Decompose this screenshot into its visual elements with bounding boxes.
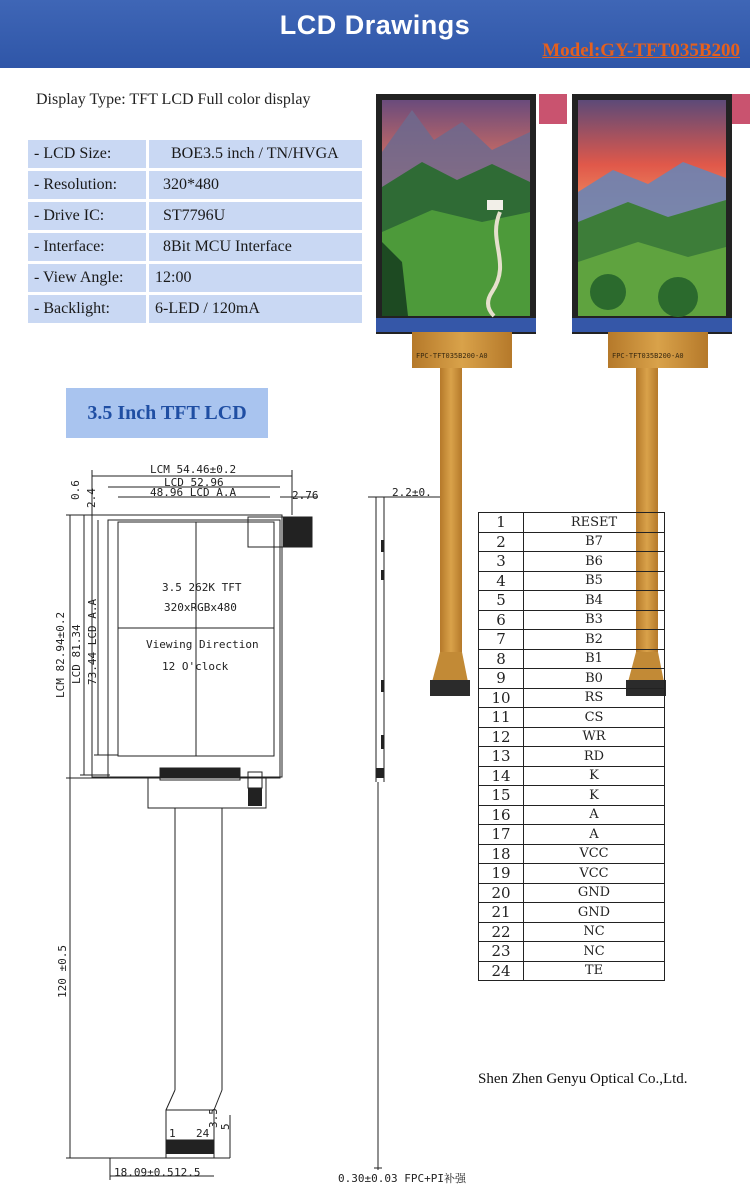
pin-number: 19 — [479, 864, 524, 884]
pin-row — [479, 532, 665, 552]
spec-label: - Interface: — [28, 233, 149, 261]
pin-number: 13 — [479, 747, 524, 767]
pin-signal: NC — [524, 942, 665, 962]
spec-value: BOE3.5 inch / TN/HVGA — [149, 140, 362, 168]
pin-row — [479, 591, 665, 611]
pin-signal: GND — [524, 883, 665, 903]
pin-row — [479, 747, 665, 767]
pin-number: 5 — [479, 591, 524, 611]
pin-signal: B5 — [524, 571, 665, 591]
pin-number: 18 — [479, 844, 524, 864]
fpc-contacts — [166, 1140, 214, 1154]
pin-row — [479, 688, 665, 708]
tail-dim: 3.5 — [207, 1108, 220, 1128]
pin-signal: A — [524, 825, 665, 845]
pin-number: 22 — [479, 922, 524, 942]
pin-row — [479, 766, 665, 786]
panel-resolution-line: 320xRGBx480 — [164, 601, 237, 614]
spec-row — [28, 140, 362, 168]
viewing-direction-label: Viewing Direction — [146, 638, 259, 651]
pin-table — [478, 512, 665, 981]
pin-signal: CS — [524, 708, 665, 728]
pin-signal: VCC — [524, 864, 665, 884]
fpc-thickness-dim: 0.30±0.03 FPC+PI补强 — [338, 1172, 466, 1185]
pin-row — [479, 630, 665, 650]
aa-width-dim: 48.96 LCD A.A — [150, 486, 237, 499]
pin-row — [479, 903, 665, 923]
protective-tab — [732, 94, 750, 124]
spec-value: ST7796U — [149, 202, 362, 230]
pin-signal: B7 — [524, 532, 665, 552]
pin-row — [479, 805, 665, 825]
product-label: 3.5 Inch TFT LCD — [66, 388, 268, 438]
model-number: Model:GY-TFT035B200 — [542, 40, 740, 61]
pin-signal: B2 — [524, 630, 665, 650]
lcm-width-dim: LCM 54.46±0.2 — [150, 463, 237, 476]
pin-row — [479, 825, 665, 845]
panel-spec-line: 3.5 262K TFT — [162, 581, 242, 594]
right-offset-dim: 2.76 — [292, 489, 319, 502]
pin-signal: RS — [524, 688, 665, 708]
connector-block — [283, 517, 312, 547]
pin-number: 11 — [479, 708, 524, 728]
protective-tab — [539, 94, 567, 124]
pin-signal: B3 — [524, 610, 665, 630]
pin-row — [479, 571, 665, 591]
lcm-height-dim: LCM 82.94±0.2 — [54, 611, 67, 698]
pin-number: 2 — [479, 532, 524, 552]
pin-row — [479, 513, 665, 533]
pin-number: 20 — [479, 883, 524, 903]
spec-value: 8Bit MCU Interface — [149, 233, 362, 261]
lcd-width-dim: LCD 52.96 — [164, 476, 224, 489]
pin-signal: B1 — [524, 649, 665, 669]
pin-row — [479, 708, 665, 728]
page-title: LCD Drawings — [279, 10, 471, 40]
pin-number: 7 — [479, 630, 524, 650]
mechanical-drawing — [0, 440, 480, 1200]
pin-signal: K — [524, 766, 665, 786]
fpc-width-dim: 12.5 — [174, 1166, 201, 1179]
spec-row — [28, 202, 362, 230]
company-name: Shen Zhen Genyu Optical Co.,Ltd. — [478, 1071, 688, 1087]
spec-label: - View Angle: — [28, 264, 149, 292]
pin-row — [479, 727, 665, 747]
side-thickness-dim: 2.2±0. — [392, 486, 432, 499]
pin-row — [479, 883, 665, 903]
pin-number: 23 — [479, 942, 524, 962]
pin-row — [479, 864, 665, 884]
aa-height-dim: 73.44 LCD A.A — [86, 598, 99, 685]
pin-signal: K — [524, 786, 665, 806]
pin-row — [479, 786, 665, 806]
tail-dim: 5 — [219, 1123, 232, 1130]
pin-row — [479, 844, 665, 864]
pin-signal: A — [524, 805, 665, 825]
spec-label: - Drive IC: — [28, 202, 149, 230]
top-offset-dim: 0.6 — [69, 480, 82, 500]
header-banner — [0, 0, 750, 68]
spec-row — [28, 295, 362, 323]
pin-signal: B6 — [524, 552, 665, 572]
pin-last-marker: 24 — [196, 1127, 210, 1140]
pin-signal: GND — [524, 903, 665, 923]
display-type: Display Type: TFT LCD Full color display — [36, 91, 311, 108]
fpc-label: FPC-TFT035B200-A0 — [416, 352, 488, 360]
spec-label: - LCD Size: — [28, 140, 149, 168]
pin-number: 15 — [479, 786, 524, 806]
pin-row — [479, 552, 665, 572]
pin-table-body — [479, 513, 665, 981]
spec-value: 12:00 — [149, 264, 362, 292]
pin-number: 21 — [479, 903, 524, 923]
spec-row — [28, 233, 362, 261]
pin-row — [479, 961, 665, 981]
spec-row — [28, 264, 362, 292]
pin-number: 16 — [479, 805, 524, 825]
top-offset-dim: 2.4 — [85, 488, 98, 508]
pin-signal: B0 — [524, 669, 665, 689]
pin-signal: WR — [524, 727, 665, 747]
pin-row — [479, 649, 665, 669]
pin-signal: RD — [524, 747, 665, 767]
spec-value: 320*480 — [149, 171, 362, 199]
fpc-label: FPC-TFT035B200-A0 — [612, 352, 684, 360]
fpc-length-dim: 120 ±0.5 — [56, 945, 69, 998]
pin-number: 3 — [479, 552, 524, 572]
pin-row — [479, 669, 665, 689]
pin-row — [479, 942, 665, 962]
pin-row — [479, 610, 665, 630]
spec-label: - Backlight: — [28, 295, 149, 323]
pin-signal: TE — [524, 961, 665, 981]
pin-first-marker: 1 — [169, 1127, 176, 1140]
pin-number: 12 — [479, 727, 524, 747]
pin-signal: B4 — [524, 591, 665, 611]
pin-number: 8 — [479, 649, 524, 669]
spec-table — [28, 137, 362, 326]
spec-row — [28, 171, 362, 199]
pin-number: 10 — [479, 688, 524, 708]
pin-number: 9 — [479, 669, 524, 689]
ic-bonding-area — [160, 768, 240, 778]
pin-number: 6 — [479, 610, 524, 630]
fpc-offset-dim: 18.09±0.5 — [114, 1166, 174, 1179]
pin-signal: VCC — [524, 844, 665, 864]
pin-signal: RESET — [524, 513, 665, 533]
component-block — [248, 788, 262, 806]
pin-number: 17 — [479, 825, 524, 845]
pin-number: 14 — [479, 766, 524, 786]
pin-number: 24 — [479, 961, 524, 981]
pin-signal: NC — [524, 922, 665, 942]
viewing-direction-value: 12 O'clock — [162, 660, 229, 673]
pin-number: 4 — [479, 571, 524, 591]
spec-label: - Resolution: — [28, 171, 149, 199]
spec-value: 6-LED / 120mA — [149, 295, 362, 323]
pin-number: 1 — [479, 513, 524, 533]
lcd-height-dim: LCD 81.34 — [70, 624, 83, 684]
pin-row — [479, 922, 665, 942]
